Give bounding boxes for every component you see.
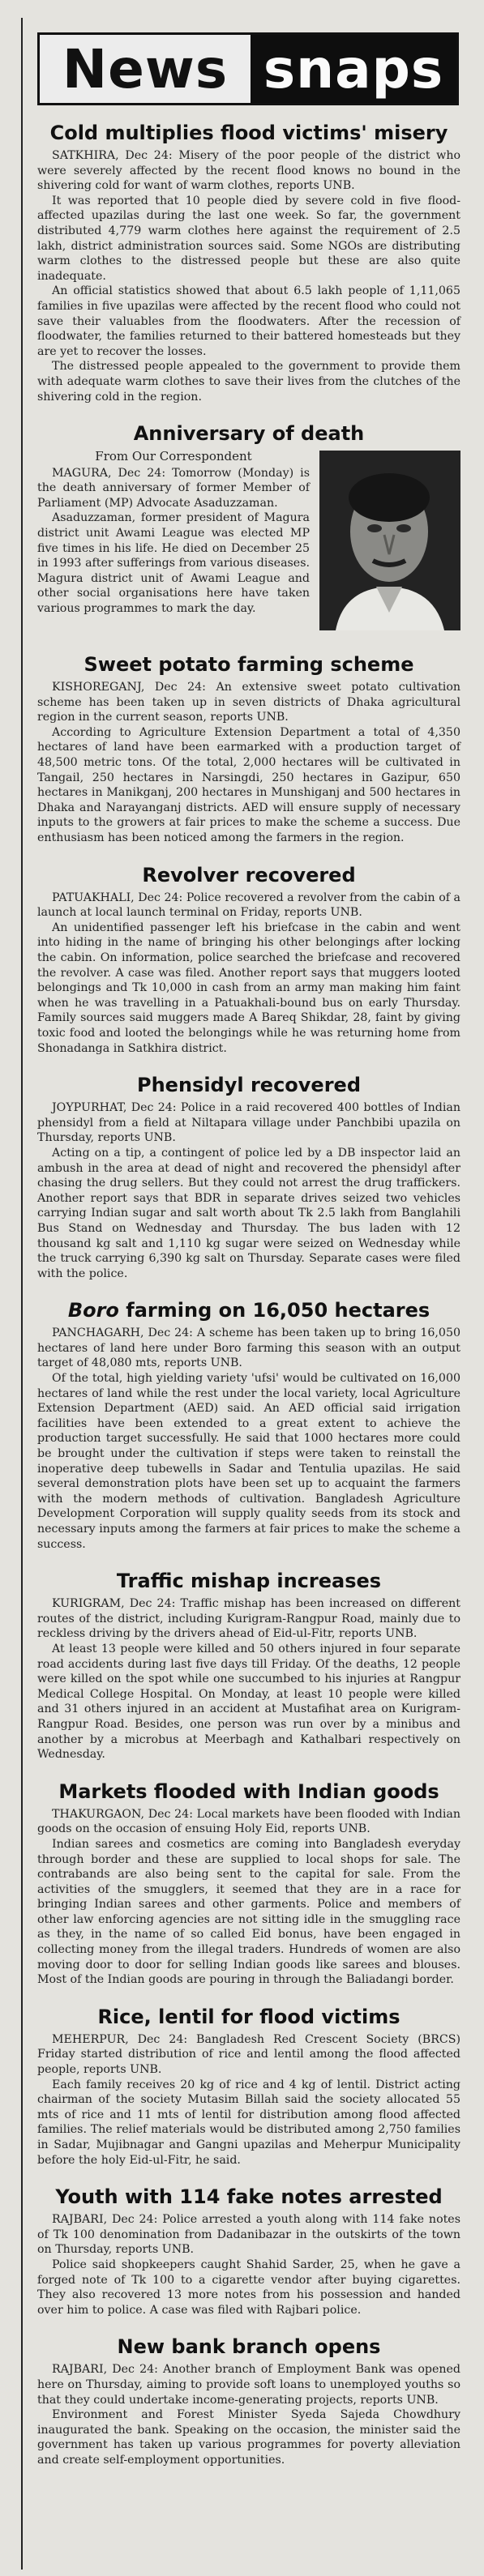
headline-italic-part: Boro <box>67 1299 119 1322</box>
story-headline <box>37 1299 460 1322</box>
story-rice-lentil <box>37 2006 460 2168</box>
story-headline: Anniversary of death <box>133 422 365 446</box>
story-paragraph: An unidentified passenger left his briefcase in the cabin and went into hiding in the name of bringing his other belongings after locking the cabin. On information, police searched the briefcase and recovered the revolver. A case was filed. Another report says that muggers looted belongings and Tk 10,000 in cash from an army man making him faint when he was travelling in a Patuakhali-bound bus on early Thursday. Family sources said muggers made A Bareq Shikdar, 28, faint by giving toxic food and looted the belongings while he was returning home from Shonadanga in Satkhira district. <box>37 921 460 1055</box>
story-indian-goods <box>37 1780 460 1988</box>
story-headline: Rice, lentil for flood victims <box>97 2005 400 2028</box>
story-headline: Traffic mishap increases <box>116 1570 382 1593</box>
story-headline: Youth with 114 fake notes arrested <box>55 2185 443 2209</box>
story-paragraph: An official statistics showed that about 6.5 lakh people of 1,11,065 families in five upazilas were affected by the recent flood who could not save their valuables from the floodwaters. After the recession of floodwater, the families returned to their battered homesteads but they are yet to recover the losses. <box>37 284 460 358</box>
story-cold-flood <box>37 122 460 404</box>
masthead-news: News <box>40 35 251 103</box>
story-paragraph: It was reported that 10 people died by severe cold in five flood-affected upazilas during the last one week. So far, the government distributed 4,779 warm clothes here against the requirement of 2.5 lakh, district administration sources said. Some NGOs are distributing warm clothes to the distressed people but these are also quite inadequate. <box>37 194 460 283</box>
story-paragraph: Asaduzzaman, former president of Magura district unit Awami League was elected MP five times in his life. He died on December 25 in 1993 after sufferings from various diseases. Magura district unit of Awami League and other social organisations here have taken various programmes to mark the day. <box>37 511 310 616</box>
story-paragraph: Indian sarees and cosmetics are coming into Bangladesh everyday through border and these are supplied to local shops for sale. The contrabands are also being sent to the capital for sale. From the activities of the smugglers, it seemed that they are in a race for bringing Indian sarees and other garments. Police and members of other law enforcing agencies are not sitting idle in the smuggling race as they, in the name of so called Eid bonus, have been engaged in collecting money from the illegal traders. Hundreds of women are also moving door to door for selling Indian goods like sarees and blouses. Most of the Indian goods are pouring in through the Baliadangi border. <box>37 1837 460 1987</box>
portrait-image <box>319 451 460 630</box>
story-headline: Revolver recovered <box>142 863 356 886</box>
story-sweet-potato <box>37 653 460 846</box>
story-paragraph: RAJBARI, Dec 24: Police arrested a youth along with 114 fake notes of Tk 100 denomination from Dadanibazar in the outskirts of the town on Thursday, reports UNB. <box>37 2213 460 2257</box>
story-anniversary <box>37 422 460 635</box>
story-phensidyl <box>37 1074 460 1281</box>
news-column <box>37 122 460 2486</box>
story-paragraph: MEHERPUR, Dec 24: Bangladesh Red Crescent Society (BRCS) Friday started distribution of rice and lentil among the flood affected people, reports UNB. <box>37 2032 460 2077</box>
masthead <box>37 32 459 105</box>
headline-rest: farming on 16,050 hectares <box>118 1299 430 1322</box>
story-revolver <box>37 864 460 1057</box>
story-headline: New bank branch opens <box>117 2335 381 2359</box>
story-paragraph: Acting on a tip, a contingent of police led by a DB inspector laid an ambush in the area at dead of night and recovered the phensidyl after chasing the drug sellers. But they could not arrest the drug traffickers. Another report says that BDR in separate drives seized two vehicles carrying Indian sugar and salt worth about Tk 2.5 lakh from Banglahili Bus Stand on Wednesday and Thursday. The bus laden with 12 thousand kg salt and 1,110 kg sugar were seized on Wednesday while the truck carrying 6,390 kg salt on Thursday. Separate cases were filed with the police. <box>37 1146 460 1280</box>
story-paragraph: Police said shopkeepers caught Shahid Sarder, 25, when he gave a forged note of Tk 100 to a cigarette vendor after buying cigarettes. They also recovered 13 more notes from his possession and handed over him to police. A case was filed with Rajbari police. <box>37 2258 460 2317</box>
story-paragraph: MAGURA, Dec 24: Tomorrow (Monday) is the death anniversary of former Member of Parliament (MP) Advocate Asaduzzaman. <box>37 466 310 510</box>
story-paragraph: JOYPURHAT, Dec 24: Police in a raid recovered 400 bottles of Indian phensidyl from a field at Niltapara village under Panchbibi upazila on Thursday, reports UNB. <box>37 1101 460 1145</box>
story-paragraph: According to Agriculture Extension Department a total of 4,350 hectares of land have been earmarked with a production target of 48,500 metric tons. Of the total, 2,000 hectares will be cultivated in Tangail, 250 hectares in Narsingdi, 250 hectares in Gazipur, 650 hectares in Manikganj, 200 hectares in Munshiganj and 500 hectares in Dhaka and Narayanganj districts. AED will ensure supply of necessary inputs to the growers at fair prices to make the scheme a success. Due enthusiasm has been noticed among the farmers in the region. <box>37 725 460 845</box>
story-paragraph: Each family receives 20 kg of rice and 4 kg of lentil. District acting chairman of the society Mutasim Billah said the society allocated 55 mts of rice and 11 mts of lentil for distribution among flood affected families. The relief materials would be distributed among 2,750 families in Sadar, Mujibnagar and Gangni upazilas and Meherpur Municipality before the holy Eid-ul-Fitr, he said. <box>37 2078 460 2167</box>
story-headline: Phensidyl recovered <box>137 1074 361 1097</box>
story-byline: From Our Correspondent <box>95 449 252 464</box>
story-paragraph: Environment and Forest Minister Syeda Sajeda Chowdhury inaugurated the bank. Speaking on the occasion, the minister said the government has taken up various programmes for poverty alleviation and create self-employment opportunities. <box>37 2408 460 2467</box>
story-paragraph: THAKURGAON, Dec 24: Local markets have been flooded with Indian goods on the occasion of ensuing Holy Eid, reports UNB. <box>37 1807 460 1836</box>
story-paragraph: At least 13 people were killed and 50 others injured in four separate road accidents during last five days till Friday. Of the deaths, 12 people were killed on the spot while one succumbed to his injuries at Rangpur Medical College Hospital. On Monday, at least 10 people were killed and 31 others injured in an accident at Mustafihat area on Kurigram-Rangpur Road. Besides, one person was run over by a minibus and another by a microbus at Meerbagh and Kathalbari respectively on Wednesday. <box>37 1642 460 1762</box>
portrait-photo <box>319 451 460 630</box>
story-fake-notes <box>37 2185 460 2318</box>
story-headline: Markets flooded with Indian goods <box>58 1779 439 1803</box>
story-traffic-mishap <box>37 1570 460 1762</box>
story-paragraph: PATUAKHALI, Dec 24: Police recovered a revolver from the cabin of a launch at local launch terminal on Friday, reports UNB. <box>37 891 460 920</box>
story-bank-branch <box>37 2335 460 2467</box>
story-paragraph: KISHOREGANJ, Dec 24: An extensive sweet potato cultivation scheme has been taken up in seven districts of Dhaka agricultural region in the current season, reports UNB. <box>37 681 460 724</box>
story-headline: Cold multiplies flood victims' misery <box>49 122 448 144</box>
story-paragraph: Of the total, high yielding variety 'ufsi' would be cultivated on 16,000 hectares of land while the rest under the local variety, local Agriculture Extension Department (AED) said. An AED official said irrigation facilities have been extended to a great extent to achieve the production target successfully. He said that 1000 hectares more could be brought under the cultivation if steps were taken to reinstall the inoperative deep tubewells in Sadar and Tentulia upazilas. He said several demonstration plots have been set up to acquaint the farmers with the modern methods of cultivation. Bangladesh Agriculture Development Corporation will supply quality seeds from its stock and necessary inputs among the farmers at fair prices to make the scheme a success. <box>37 1372 460 1551</box>
story-paragraph: RAJBARI, Dec 24: Another branch of Employment Bank was opened here on Thursday, aiming to provide soft loans to unemployed youths so that they could undertake income-generating projects, reports UNB. <box>37 2363 460 2407</box>
masthead-snaps: snaps <box>251 35 456 103</box>
story-paragraph: SATKHIRA, Dec 24: Misery of the poor people of the district who were severely affected by the recent flood knows no bound in the shivering cold for want of warm clothes, reports UNB. <box>37 149 460 193</box>
story-paragraph: The distressed people appealed to the government to provide them with adequate warm clothes to save their lives from the clutches of the shivering cold in the region. <box>37 360 460 404</box>
story-headline: Sweet potato farming scheme <box>84 653 414 677</box>
story-paragraph: KURIGRAM, Dec 24: Traffic mishap has been increased on different routes of the district, including Kurigram-Rangpur Road, mainly due to reckless driving by the drivers ahead of Eid-ul-Fitr, reports UNB. <box>37 1597 460 1641</box>
story-boro-farming <box>37 1299 460 1552</box>
story-paragraph: PANCHAGARH, Dec 24: A scheme has been taken up to bring 16,050 hectares of land here under Boro farming this season with an output target of 48,080 mts, reports UNB. <box>37 1326 460 1370</box>
